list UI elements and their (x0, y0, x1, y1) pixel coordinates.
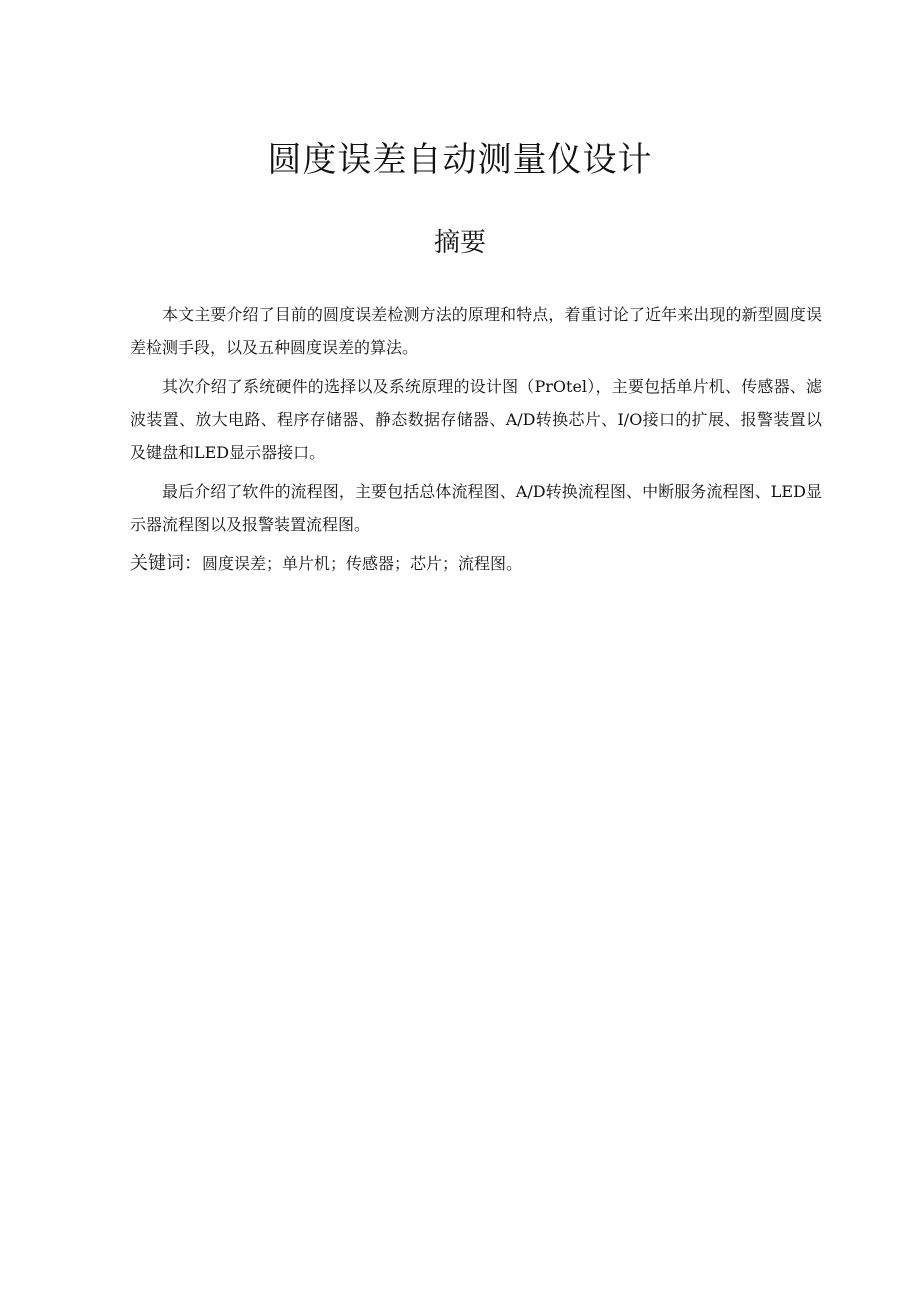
abstract-heading: 摘要 (433, 228, 486, 258)
abstract-paragraph-2: 其次介绍了系统硬件的选择以及系统原理的设计图（PrOtel），主要包括单片机、传感器、滤波装置、放大电路、程序存储器、静态数据存储器、A/D转换芯片、I/O接口的扩展、报警装置以及键盘和LED显示器接口。 (130, 377, 822, 462)
keywords-line (130, 547, 822, 580)
abstract-paragraph-3: 最后介绍了软件的流程图，主要包括总体流程图、A/D转换流程图、中断服务流程图、LED显示器流程图以及报警装置流程图。 (130, 482, 822, 534)
keywords-text: 圆度误差；单片机；传感器；芯片；流程图。 (202, 554, 523, 573)
document-title: 圆度误差自动测量仪设计 (267, 140, 653, 180)
keywords-label: 关键词： (130, 553, 202, 574)
abstract-paragraph-1: 本文主要介绍了目前的圆度误差检测方法的原理和特点，着重讨论了近年来出现的新型圆度误差检测手段，以及五种圆度误差的算法。 (130, 305, 822, 357)
abstract-body (130, 298, 822, 580)
